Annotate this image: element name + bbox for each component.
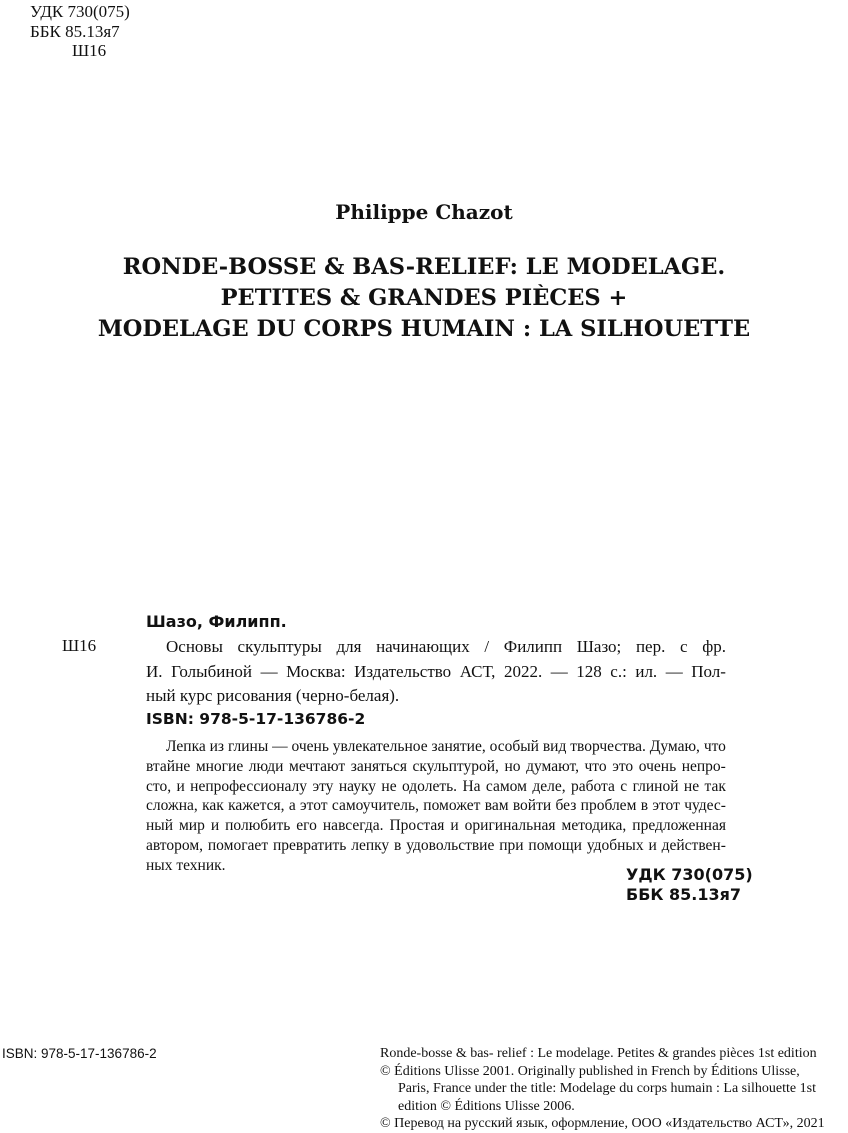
title-line: PETITES & GRANDES PIÈCES + xyxy=(220,285,628,311)
word: — xyxy=(665,661,683,681)
bibliographic-description xyxy=(146,635,726,709)
word: но xyxy=(504,757,521,775)
annotation-line xyxy=(146,737,726,757)
word: при xyxy=(499,836,524,854)
word: так xyxy=(704,777,726,795)
word: занятие, xyxy=(431,738,486,755)
word: ных техник. xyxy=(146,856,226,874)
word: вид xyxy=(542,738,567,755)
word: удовольствие xyxy=(406,836,495,854)
word: вам xyxy=(484,797,509,815)
udk-code-top: УДК 730(075) xyxy=(30,2,130,21)
annotation-line xyxy=(146,757,726,777)
annotation-line xyxy=(146,777,726,797)
word: думают, xyxy=(526,757,579,775)
word: глиной xyxy=(632,777,679,795)
word: На xyxy=(462,777,481,795)
word: — xyxy=(550,661,568,681)
word: люди xyxy=(248,757,284,775)
word: Филипп xyxy=(503,637,563,656)
word: сто, xyxy=(146,777,172,795)
word: этот xyxy=(652,797,680,815)
catalog-isbn: ISBN: 978-5-17-136786-2 xyxy=(146,710,366,728)
word: что xyxy=(584,757,607,775)
word: и xyxy=(648,836,657,854)
word: полюбить xyxy=(225,817,291,835)
word: кажется, xyxy=(228,797,285,815)
word: Издательство xyxy=(354,661,452,681)
word: как xyxy=(202,797,224,815)
word: помощи xyxy=(528,836,582,854)
word: лепку xyxy=(351,836,390,854)
bib-line xyxy=(146,660,726,685)
word: с.: xyxy=(610,661,627,681)
word: мир xyxy=(179,817,205,835)
word: Пол- xyxy=(691,661,726,681)
word: эту xyxy=(312,777,334,795)
word: работа xyxy=(571,777,615,795)
word: методика, xyxy=(561,817,627,835)
word: это xyxy=(612,757,634,775)
word: в xyxy=(394,836,402,854)
word: пер. xyxy=(635,637,666,656)
word: для xyxy=(336,637,362,656)
word: ил. xyxy=(635,661,658,681)
word: начинающих xyxy=(376,637,470,656)
copyright-line: Paris, France under the title: Modelage du corps humain : La silhouette 1st xyxy=(398,1081,816,1096)
word: сложна, xyxy=(146,797,198,815)
copyright-line: edition © Éditions Ulisse 2006. xyxy=(398,1098,575,1114)
bbk-code: ББК 85.13я7 xyxy=(626,885,742,904)
word: втайне xyxy=(146,757,191,775)
word: поможет xyxy=(423,797,481,815)
classification-codes-top xyxy=(30,2,130,61)
word: Голыбиной xyxy=(171,661,253,681)
book-title xyxy=(0,252,848,345)
copyright-notice xyxy=(380,1045,825,1133)
word: а xyxy=(288,797,296,815)
word: оригинальная xyxy=(464,817,556,835)
word: удобных xyxy=(586,836,644,854)
bbk-code-top: ББК 85.13я7 xyxy=(30,21,120,41)
word: 128 xyxy=(576,661,602,681)
word: — xyxy=(272,738,288,755)
word: Простая xyxy=(389,817,445,835)
word: деле, xyxy=(532,777,566,795)
word: превратить xyxy=(272,836,347,854)
word: самоучитель, xyxy=(331,797,419,815)
word: АСТ, xyxy=(459,661,496,681)
word: заняться xyxy=(350,757,407,775)
copyright-line: © Éditions Ulisse 2001. Originally published in French by Éditions Ulisse, xyxy=(380,1063,800,1079)
word: глины xyxy=(227,738,269,755)
word: очень xyxy=(291,738,329,755)
annotation-line xyxy=(146,796,726,816)
word: действен- xyxy=(661,836,726,854)
word: Шазо; xyxy=(576,637,622,656)
word: без xyxy=(555,797,577,815)
word: мечтают xyxy=(289,757,346,775)
author-name: Philippe Chazot xyxy=(335,200,513,224)
catalog-annotation xyxy=(146,737,726,876)
word: из xyxy=(209,738,225,755)
word: и xyxy=(176,777,185,795)
word: ный курс рисования (черно-белая). xyxy=(146,686,400,705)
word: науку xyxy=(338,777,377,795)
word: и xyxy=(450,817,459,835)
word: И. xyxy=(146,661,163,681)
word: творчества. xyxy=(570,738,646,755)
word: войти xyxy=(512,797,552,815)
isbn-footer: ISBN: 978-5-17-136786-2 xyxy=(2,1046,157,1061)
word: непро- xyxy=(681,757,726,775)
word: проблем xyxy=(580,797,637,815)
word: Москва: xyxy=(286,661,346,681)
word: особый xyxy=(489,738,539,755)
word: навсегда. xyxy=(322,817,384,835)
word: не xyxy=(683,777,700,795)
word: — xyxy=(260,661,278,681)
word: Лепка xyxy=(166,738,206,755)
classification-codes-card xyxy=(626,865,753,905)
annotation-line xyxy=(146,836,726,856)
word: очень xyxy=(638,757,677,775)
word: этот xyxy=(300,797,328,815)
word: фр. xyxy=(702,637,726,656)
word: 2022. xyxy=(503,661,543,681)
word: непрофессионалу xyxy=(190,777,308,795)
word: его xyxy=(296,817,317,835)
word: чудес- xyxy=(684,797,726,815)
title-line: MODELAGE DU CORPS HUMAIN : LA SILHOUETTE xyxy=(97,316,751,342)
title-line: RONDE-BOSSE & BAS-RELIEF: LE MODELAGE. xyxy=(122,254,726,280)
author-mark-top: Ш16 xyxy=(72,41,107,60)
word: с xyxy=(620,777,628,795)
bib-line xyxy=(146,684,726,709)
udk-code: УДК 730(075) xyxy=(626,865,753,884)
bib-line xyxy=(146,635,726,660)
word: Думаю, xyxy=(649,738,700,755)
catalog-call-number: Ш16 xyxy=(62,636,97,655)
word: и xyxy=(210,817,220,835)
word: увлекательное xyxy=(332,738,428,755)
word: скульптурой, xyxy=(412,757,499,775)
word: многие xyxy=(195,757,244,775)
word: помогает xyxy=(207,836,269,854)
word: автором, xyxy=(146,836,204,854)
copyright-line: © Перевод на русский язык, оформление, ООО «Издательство АСТ», 2021 xyxy=(380,1116,825,1131)
word: что xyxy=(703,738,726,755)
word: с xyxy=(680,637,688,656)
catalog-author-heading: Шазо, Филипп. xyxy=(146,612,287,631)
copyright-line: Ronde-bosse & bas- relief : Le modelage. Petites & grandes pièces 1st edition xyxy=(380,1046,817,1061)
word: предложенная xyxy=(632,817,726,835)
word: скульптуры xyxy=(237,637,322,656)
word: самом xyxy=(485,777,527,795)
word: одолеть. xyxy=(401,777,458,795)
word: ный xyxy=(146,817,174,835)
word: / xyxy=(484,637,490,656)
word: Основы xyxy=(166,637,223,656)
annotation-line xyxy=(146,816,726,836)
word: в xyxy=(640,797,649,815)
word: не xyxy=(381,777,397,795)
